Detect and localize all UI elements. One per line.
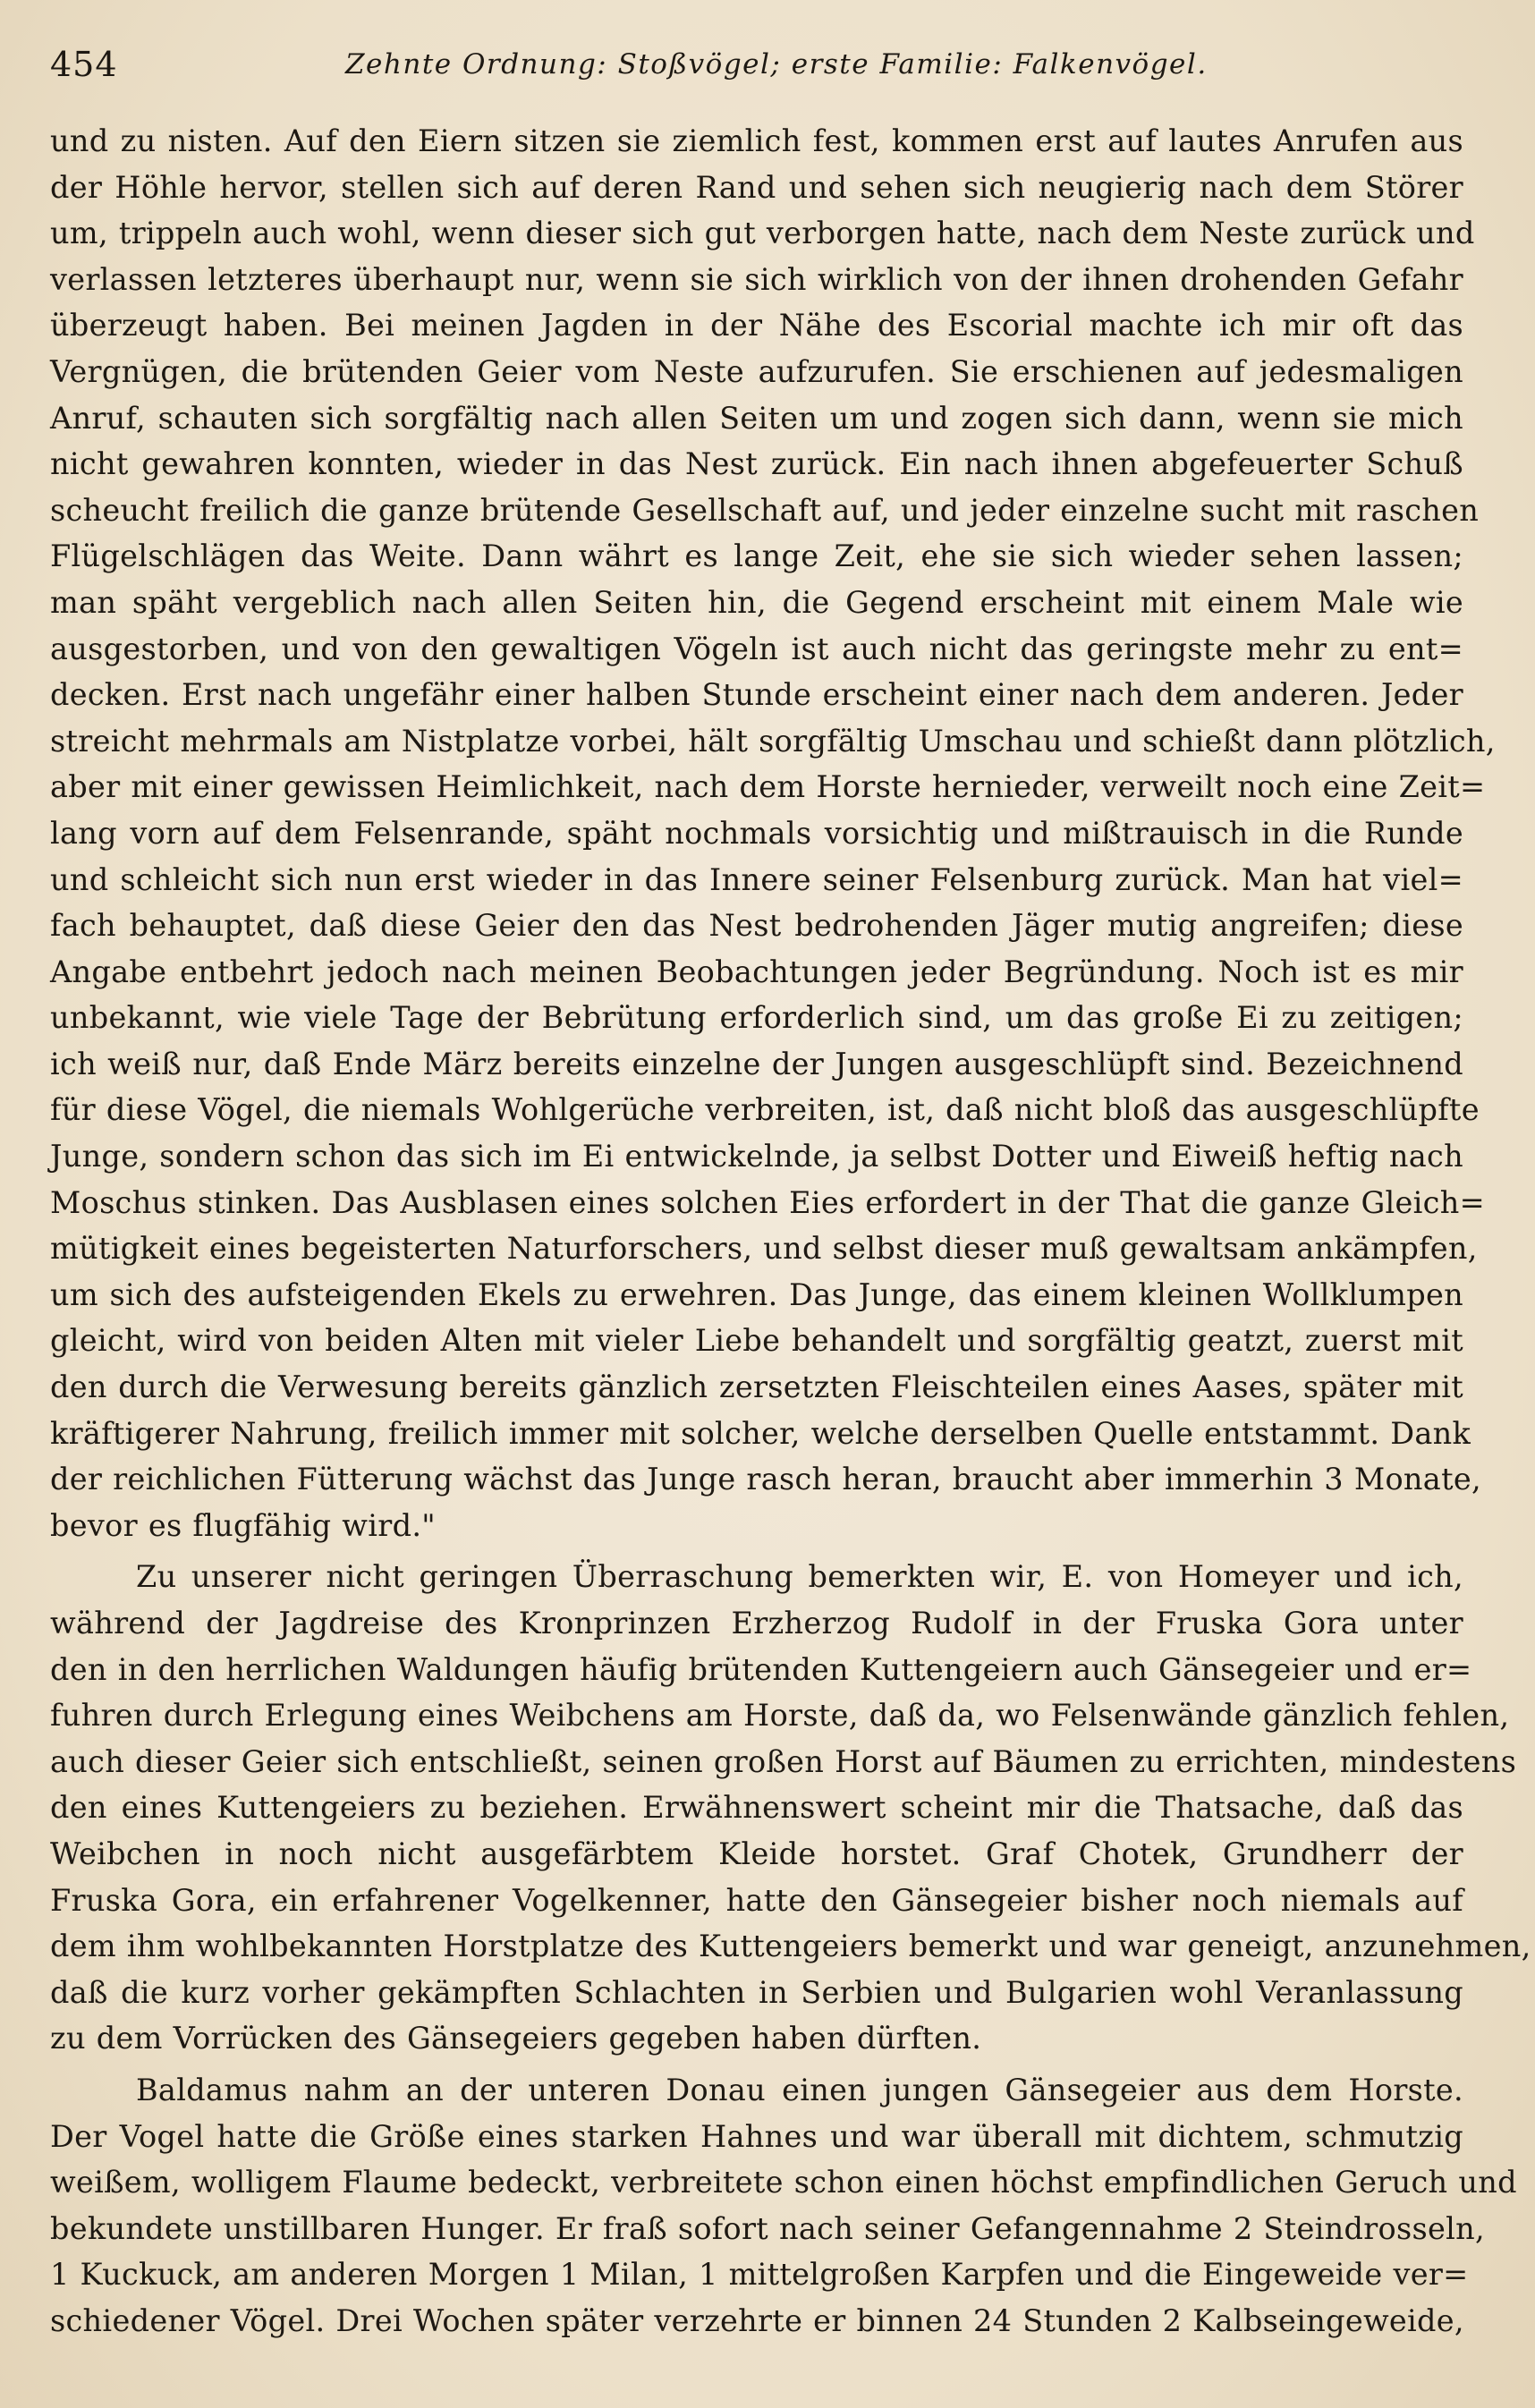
text-line: Angabe entbehrt jedoch nach meinen Beobachtungen jeder Begründung. Noch ist es mir [50,954,1463,989]
text-line: Vergnügen, die brütenden Geier vom Neste aufzurufen. Sie erschienen auf jedesmaligen [50,353,1463,389]
text-line: fach behauptet, daß diese Geier den das Nest bedrohenden Jäger mutig angreifen; diese [50,908,1463,944]
body-text [50,118,1531,2344]
text-line: Anruf, schauten sich sorgfältig nach allen Seiten um und zogen sich dann, wenn sie mich [50,400,1463,436]
text-line: der reichlichen Fütterung wächst das Junge rasch heran, braucht aber immerhin 3 Monate, [50,1462,1481,1497]
text-line: streicht mehrmals am Nistplatze vorbei, hält sorgfältig Umschau und schießt dann plötzlich, [50,723,1496,759]
text-line: den eines Kuttengeiers zu beziehen. Erwähnenswert scheint mir die Thatsache, daß das [50,1790,1463,1826]
paragraph [50,2067,1517,2344]
text-line: aber mit einer gewissen Heimlichkeit, nach dem Horste hernieder, verweilt noch eine Zeit= [50,769,1486,805]
text-line: fuhren durch Erlegung eines Weibchens am Horste, daß da, wo Felsenwände gänzlich fehlen, [50,1698,1510,1734]
text-line: mütigkeit eines begeisterten Naturforschers, und selbst dieser muß gewaltsam ankämpfen, [50,1231,1478,1267]
text-line: Zu unserer nicht geringen Überraschung bemerkten wir, E. von Homeyer und ich, [136,1559,1463,1595]
text-line: ausgestorben, und von den gewaltigen Vögeln ist auch nicht das geringste mehr zu ent= [50,631,1463,666]
text-line: bevor es flugfähig wird." [50,1507,436,1543]
paragraph [50,118,1496,1548]
running-head: Zehnte Ordnung: Stoßvögel; erste Familie: Falkenvögel. [345,48,1208,81]
text-line: und zu nisten. Auf den Eiern sitzen sie ziemlich fest, kommen erst auf lautes Anrufen aus [50,123,1463,158]
text-line: gleicht, wird von beiden Alten mit vieler Liebe behandelt und sorgfältig geatzt, zuerst mit [50,1323,1463,1359]
text-line: Weibchen in noch nicht ausgefärbtem Kleide horstet. Graf Chotek, Grundherr der [50,1836,1463,1871]
page-header [50,39,1472,93]
text-line: Fruska Gora, ein erfahrener Vogelkenner, hatte den Gänsegeier bisher noch niemals auf [50,1882,1463,1918]
text-line: decken. Erst nach ungefähr einer halben Stunde erscheint einer nach dem anderen. Jeder [50,677,1463,713]
text-line: unbekannt, wie viele Tage der Bebrütung erforderlich sind, um das große Ei zu zeitigen; [50,1000,1463,1036]
text-line: scheucht freilich die ganze brütende Gesellschaft auf, und jeder einzelne sucht mit raschen [50,492,1480,528]
text-line: Der Vogel hatte die Größe eines starken Hahnes und war überall mit dichtem, schmutzig [50,2118,1463,2154]
text-line: nicht gewahren konnten, wieder in das Nest zurück. Ein nach ihnen abgefeuerter Schuß [50,446,1463,482]
text-line: Baldamus nahm an der unteren Donau einen jungen Gänsegeier aus dem Horste. [136,2072,1463,2107]
text-line: weißem, wolligem Flaume bedeckt, verbreitete schon einen höchst empfindlichen Geruch und [50,2165,1517,2200]
text-line: daß die kurz vorher gekämpften Schlachten in Serbien und Bulgarien wohl Veranlassung [50,1974,1463,2010]
text-line: Junge, sondern schon das sich im Ei entwickelnde, ja selbst Dotter und Eiweiß heftig nach [50,1139,1463,1174]
text-line: und schleicht sich nun erst wieder in das Innere seiner Felsenburg zurück. Man hat viel= [50,861,1463,897]
text-line: zu dem Vorrücken des Gänsegeiers gegeben haben dürften. [50,2021,982,2056]
text-line: man späht vergeblich nach allen Seiten hin, die Gegend erscheint mit einem Male wie [50,584,1463,620]
text-line: auch dieser Geier sich entschließt, seinen großen Horst auf Bäumen zu errichten, mindestens [50,1743,1517,1779]
text-line: ich weiß nur, daß Ende März bereits einzelne der Jungen ausgeschlüpft sind. Bezeichnend [50,1046,1463,1081]
text-line: während der Jagdreise des Kronprinzen Erzherzog Rudolf in der Fruska Gora unter [50,1606,1463,1641]
text-line: der Höhle hervor, stellen sich auf deren Rand und sehen sich neugierig nach dem Störer [50,169,1463,205]
text-line: um sich des aufsteigenden Ekels zu erwehren. Das Junge, das einem kleinen Wollklumpen [50,1276,1463,1312]
text-line: 1 Kuckuck, am anderen Morgen 1 Milan, 1 mittelgroßen Karpfen und die Eingeweide ver= [50,2257,1469,2293]
text-line: den durch die Verwesung bereits gänzlich zersetzten Fleischteilen eines Aases, später mit [50,1369,1463,1405]
text-line: bekundete unstillbaren Hunger. Er fraß sofort nach seiner Gefangennahme 2 Steindrosseln, [50,2210,1485,2246]
text-line: überzeugt haben. Bei meinen Jagden in der Nähe des Escorial machte ich mir oft das [50,308,1463,343]
text-line: Moschus stinken. Das Ausblasen eines solchen Eies erfordert in der That die ganze Gleich= [50,1184,1485,1220]
page-number: 454 [50,45,118,84]
text-line: dem ihm wohlbekannten Horstplatze des Kuttengeiers bemerkt und war geneigt, anzunehmen, [50,1929,1531,1964]
text-line: den in den herrlichen Waldungen häufig brütenden Kuttengeiern auch Gänsegeier und er= [50,1651,1472,1687]
text-line: um, trippeln auch wohl, wenn dieser sich gut verborgen hatte, nach dem Neste zurück und [50,216,1475,251]
paragraph [50,1554,1531,2062]
text-line: kräftigerer Nahrung, freilich immer mit solcher, welche derselben Quelle entstammt. Dank [50,1415,1471,1451]
text-line: Flügelschlägen das Weite. Dann währt es lange Zeit, ehe sie sich wieder sehen lassen; [50,538,1463,574]
text-line: für diese Vögel, die niemals Wohlgerüche verbreiten, ist, daß nicht bloß das ausgeschlüpfte [50,1092,1480,1128]
text-line: schiedener Vögel. Drei Wochen später verzehrte er binnen 24 Stunden 2 Kalbseingeweide, [50,2302,1464,2338]
text-line: verlassen letzteres überhaupt nur, wenn sie sich wirklich von der ihnen drohenden Gefahr [50,261,1463,297]
text-line: lang vorn auf dem Felsenrande, späht nochmals vorsichtig und mißtrauisch in die Runde [50,815,1463,851]
